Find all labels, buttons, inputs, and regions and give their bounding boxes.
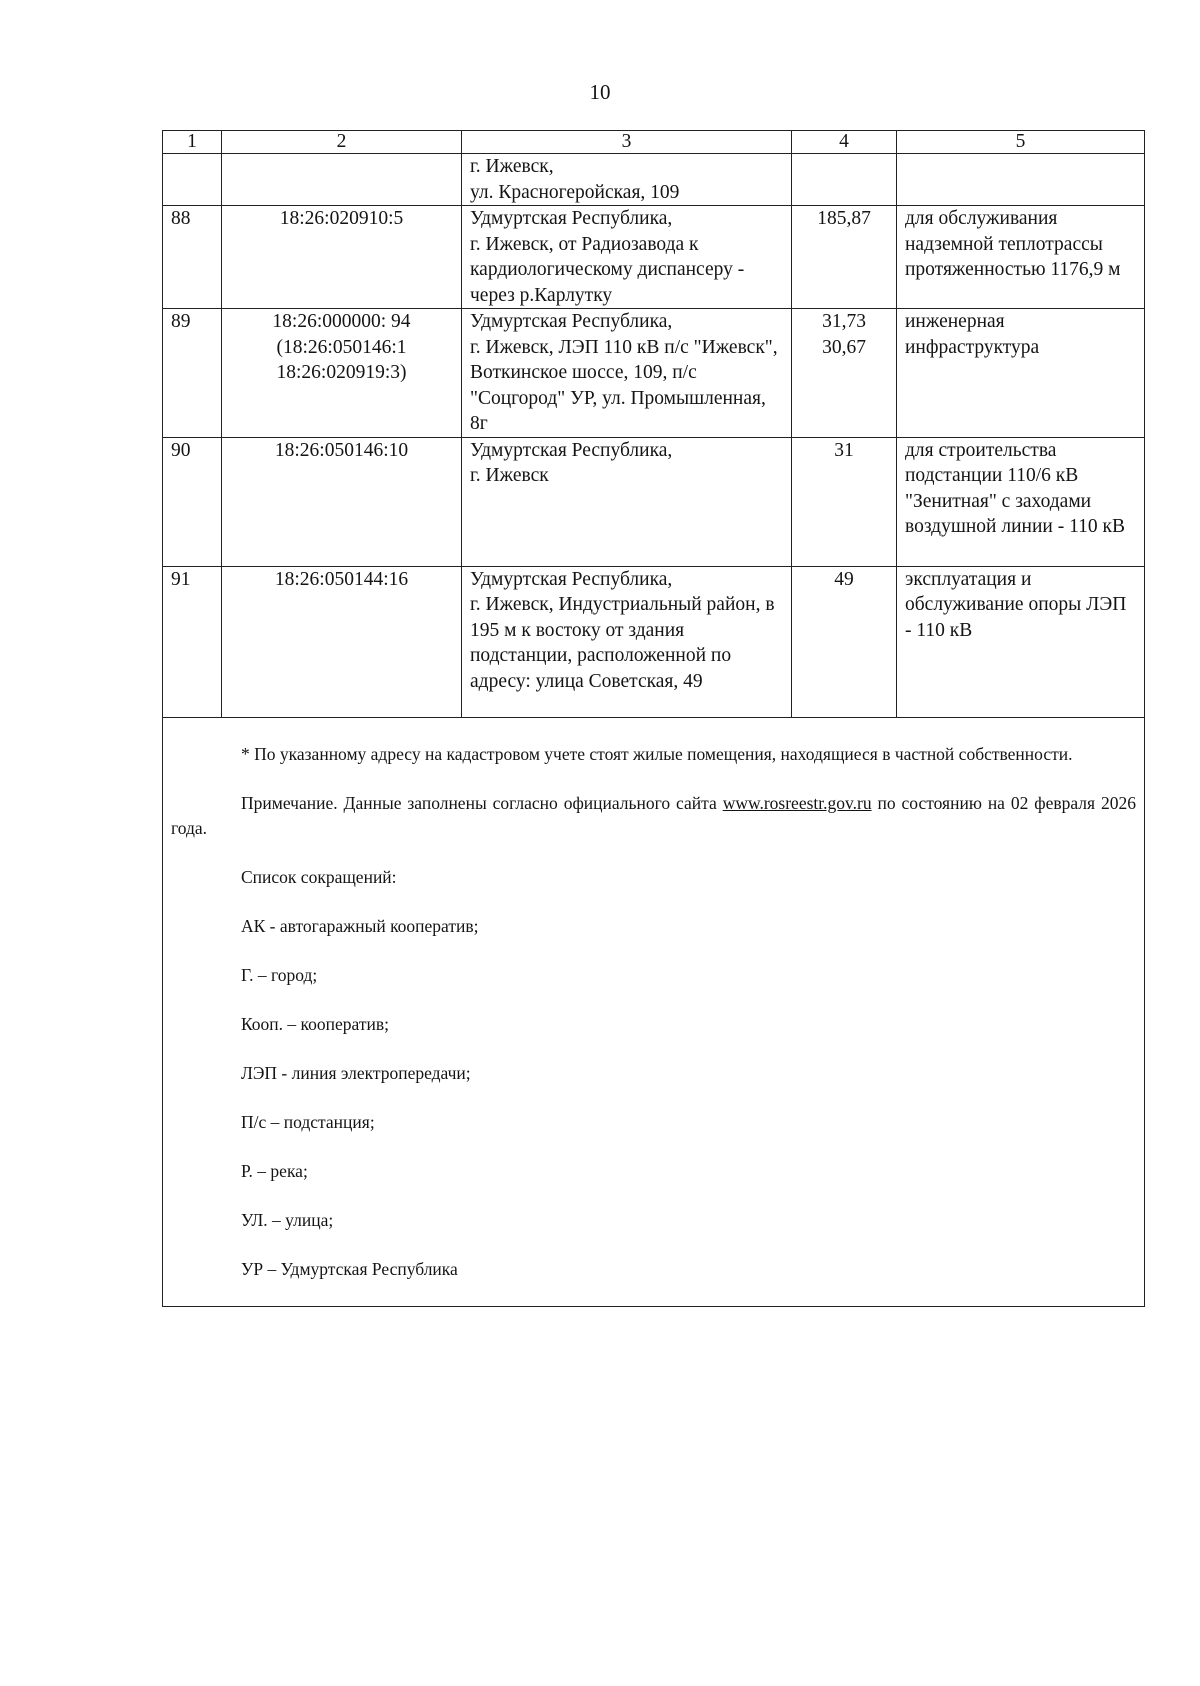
cell-area: 49 <box>792 566 897 717</box>
footnote: * По указанному адресу на кадастровом учете стоят жилые помещения, находящиеся в частной собственности. <box>241 744 1073 764</box>
abbreviation-item: Р. – река; <box>241 1160 308 1181</box>
header-col-5: 5 <box>897 131 1145 154</box>
cell-address: Удмуртская Республика, г. Ижевск, Индустриальный район, в 195 м к востоку от здания подстанции, расположенной по адресу: улица Советская, 49 <box>462 566 792 717</box>
cell-purpose: для обслуживания надземной теплотрассы протяженностью 1176,9 м <box>897 206 1145 309</box>
header-col-1: 1 <box>163 131 222 154</box>
abbreviation-item: Кооп. – кооператив; <box>241 1013 389 1034</box>
notes-cell <box>163 717 1145 1306</box>
cell-address: г. Ижевск, ул. Красногеройская, 109 <box>462 154 792 206</box>
remark-date: по состоянию на 02 февраля 2026 года. <box>171 793 1136 838</box>
abbreviation-item: УЛ. – улица; <box>241 1209 334 1230</box>
table-row <box>163 206 1145 309</box>
page-number: 10 <box>589 80 611 104</box>
table-row <box>163 437 1145 566</box>
abbreviation-item: П/с – подстанция; <box>241 1111 375 1132</box>
header-col-3: 3 <box>462 131 792 154</box>
table-row <box>163 566 1145 717</box>
abbreviation-item: АК - автогаражный кооператив; <box>241 915 479 936</box>
cell-number: 91 <box>163 566 222 717</box>
cell-cadastral: 18:26:050146:10 <box>222 437 462 566</box>
cell-area: 31 <box>792 437 897 566</box>
cell-purpose: эксплуатация и обслуживание опоры ЛЭП - 110 кВ <box>897 566 1145 717</box>
remark-text: Примечание. Данные заполнены согласно официального сайта <box>241 793 717 813</box>
abbreviations-title: Список сокращений: <box>241 866 397 887</box>
cell-area <box>792 154 897 206</box>
cell-number: 88 <box>163 206 222 309</box>
table-row <box>163 309 1145 438</box>
cell-number: 89 <box>163 309 222 438</box>
header-col-2: 2 <box>222 131 462 154</box>
cell-area: 31,73 30,67 <box>792 309 897 438</box>
cell-cadastral: 18:26:000000: 94 (18:26:050146:1 18:26:020919:3) <box>222 309 462 438</box>
cell-cadastral: 18:26:050144:16 <box>222 566 462 717</box>
header-col-4: 4 <box>792 131 897 154</box>
cell-address: Удмуртская Республика, г. Ижевск, ЛЭП 110 кВ п/с "Ижевск", Воткинское шоссе, 109, п/с "Соцгород" УР, ул. Промышленная, 8г <box>462 309 792 438</box>
abbreviation-item: ЛЭП - линия электропередачи; <box>241 1062 471 1083</box>
notes-row <box>163 717 1145 1306</box>
remark <box>171 791 1136 840</box>
cell-address: Удмуртская Республика, г. Ижевск, от Радиозавода к кардиологическому диспансеру - через р.Карлутку <box>462 206 792 309</box>
cell-address: Удмуртская Республика, г. Ижевск <box>462 437 792 566</box>
cell-number: 90 <box>163 437 222 566</box>
table-row-continuation <box>163 154 1145 206</box>
cell-cadastral: 18:26:020910:5 <box>222 206 462 309</box>
table-header-row <box>163 131 1145 154</box>
cell-area: 185,87 <box>792 206 897 309</box>
abbreviation-item: Г. – город; <box>241 964 318 985</box>
cell-cadastral <box>222 154 462 206</box>
cell-number <box>163 154 222 206</box>
abbreviation-item: УР – Удмуртская Республика <box>241 1258 458 1279</box>
cell-purpose: инженерная инфраструктура <box>897 309 1145 438</box>
land-plots-table <box>162 130 1145 1307</box>
cell-purpose <box>897 154 1145 206</box>
cell-purpose: для строительства подстанции 110/6 кВ "Зенитная" с заходами воздушной линии - 110 кВ <box>897 437 1145 566</box>
rosreestr-link[interactable]: www.rosreestr.gov.ru <box>722 793 872 813</box>
